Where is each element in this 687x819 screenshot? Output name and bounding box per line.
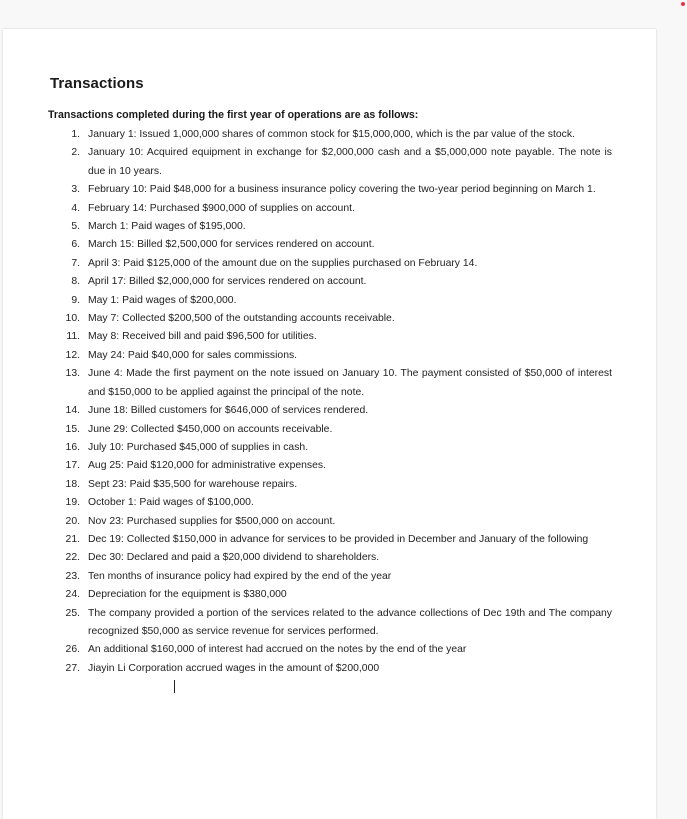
transaction-number: 19. xyxy=(65,497,80,509)
transaction-item xyxy=(48,641,612,659)
transaction-item xyxy=(48,457,612,475)
transaction-number: 7. xyxy=(71,257,80,269)
transaction-number: 8. xyxy=(71,276,80,288)
transaction-number: 13. xyxy=(65,368,80,380)
transaction-number: 10. xyxy=(65,313,80,325)
transaction-text: June 18: Billed customers for $646,000 of services rendered. xyxy=(88,405,369,417)
transaction-item xyxy=(48,236,612,254)
transaction-number: 26. xyxy=(65,644,80,656)
transaction-number: 1. xyxy=(71,129,80,140)
transaction-item xyxy=(48,218,612,236)
transaction-item xyxy=(48,605,612,642)
transaction-number: 3. xyxy=(71,184,80,196)
text-cursor xyxy=(174,680,175,693)
transaction-item xyxy=(48,255,612,273)
transaction-item xyxy=(48,328,612,346)
transaction-item xyxy=(48,513,612,531)
transaction-item xyxy=(48,402,612,420)
transaction-text: February 14: Purchased $900,000 of supplies on account. xyxy=(88,202,355,214)
transaction-text: Nov 23: Purchased supplies for $500,000 on account. xyxy=(88,515,336,527)
transaction-text: May 1: Paid wages of $200,000. xyxy=(88,294,237,306)
transaction-item xyxy=(48,439,612,457)
transaction-number: 16. xyxy=(65,441,80,453)
transaction-text: May 7: Collected $200,500 of the outstanding accounts receivable. xyxy=(88,313,395,325)
transaction-text: Sept 23: Paid $35,500 for warehouse repairs. xyxy=(88,478,298,490)
notification-dot xyxy=(681,2,685,6)
transaction-text: Jiayin Li Corporation accrued wages in the amount of $200,000 xyxy=(88,662,380,674)
transaction-text: May 24: Paid $40,000 for sales commissions. xyxy=(88,349,298,361)
transaction-item xyxy=(48,126,612,144)
transaction-item xyxy=(48,660,612,678)
transaction-text: February 10: Paid $48,000 for a business insurance policy covering the two-year period beginning on March 1. xyxy=(88,184,596,196)
transaction-number: 21. xyxy=(65,533,80,545)
transaction-text: April 17: Billed $2,000,000 for services rendered on account. xyxy=(88,276,367,288)
transaction-item xyxy=(48,421,612,439)
transaction-text: March 15: Billed $2,500,000 for services rendered on account. xyxy=(88,239,375,251)
transaction-text: Dec 19: Collected $150,000 in advance for services to be provided in December and January of the following xyxy=(88,533,589,545)
transaction-number: 14. xyxy=(65,405,80,417)
transaction-item xyxy=(48,365,612,402)
transaction-number: 11. xyxy=(66,331,80,343)
transaction-item xyxy=(48,181,612,199)
transaction-text: June 4: Made the first payment on the note issued on January 10. The payment consisted of $50,000 of interest and $150,000 to be applied against the principal of the note. xyxy=(88,368,612,398)
transaction-number: 5. xyxy=(71,221,80,233)
transaction-item xyxy=(48,144,612,181)
transaction-text: October 1: Paid wages of $100,000. xyxy=(88,497,254,509)
transaction-item xyxy=(48,531,612,549)
transaction-number: 24. xyxy=(65,589,80,601)
document-page xyxy=(3,29,656,819)
transaction-item xyxy=(48,200,612,218)
transaction-item xyxy=(48,347,612,365)
transaction-number: 2. xyxy=(71,147,80,159)
transaction-number: 12. xyxy=(65,349,80,361)
transaction-text: Ten months of insurance policy had expired by the end of the year xyxy=(88,570,392,582)
transaction-text: April 3: Paid $125,000 of the amount due on the supplies purchased on February 14. xyxy=(88,257,478,269)
transaction-number: 20. xyxy=(65,515,80,527)
transaction-text: January 1: Issued 1,000,000 shares of common stock for $15,000,000, which is the par value of the stock. xyxy=(88,129,575,140)
transaction-text: June 29: Collected $450,000 on accounts receivable. xyxy=(88,423,333,435)
transaction-item xyxy=(48,476,612,494)
transaction-number: 15. xyxy=(65,423,80,435)
transaction-item xyxy=(48,568,612,586)
transaction-item xyxy=(48,310,612,328)
transaction-number: 17. xyxy=(65,460,80,472)
transaction-item xyxy=(48,494,612,512)
transaction-text: An additional $160,000 of interest had accrued on the notes by the end of the year xyxy=(88,644,467,656)
transaction-text: Depreciation for the equipment is $380,000 xyxy=(88,589,287,601)
transaction-text: March 1: Paid wages of $195,000. xyxy=(88,221,246,233)
transaction-item xyxy=(48,292,612,310)
transaction-text: May 8: Received bill and paid $96,500 for utilities. xyxy=(88,331,317,343)
transaction-number: 18. xyxy=(65,478,80,490)
transaction-text: January 10: Acquired equipment in exchange for $2,000,000 cash and a $5,000,000 note payable. The note is due in 10 years. xyxy=(88,147,612,177)
transaction-text: The company provided a portion of the services related to the advance collections of Dec 19th and The company recognized $50,000 as service revenue for services performed. xyxy=(88,607,612,637)
transaction-text: Aug 25: Paid $120,000 for administrative expenses. xyxy=(88,460,326,472)
document-title: Transactions xyxy=(50,75,144,92)
transaction-text: July 10: Purchased $45,000 of supplies in cash. xyxy=(88,441,309,453)
transaction-number: 27. xyxy=(65,662,80,674)
transaction-number: 9. xyxy=(71,294,80,306)
intro-text: Transactions completed during the first year of operations are as follows: xyxy=(48,109,419,121)
transaction-number: 25. xyxy=(65,607,80,619)
transaction-number: 22. xyxy=(65,552,80,564)
transaction-item xyxy=(48,586,612,604)
transaction-number: 6. xyxy=(71,239,80,251)
transactions-list xyxy=(48,126,612,678)
transaction-item xyxy=(48,273,612,291)
transaction-number: 4. xyxy=(71,202,80,214)
transaction-text: Dec 30: Declared and paid a $20,000 dividend to shareholders. xyxy=(88,552,380,564)
transaction-number: 23. xyxy=(65,570,80,582)
transaction-item xyxy=(48,549,612,567)
